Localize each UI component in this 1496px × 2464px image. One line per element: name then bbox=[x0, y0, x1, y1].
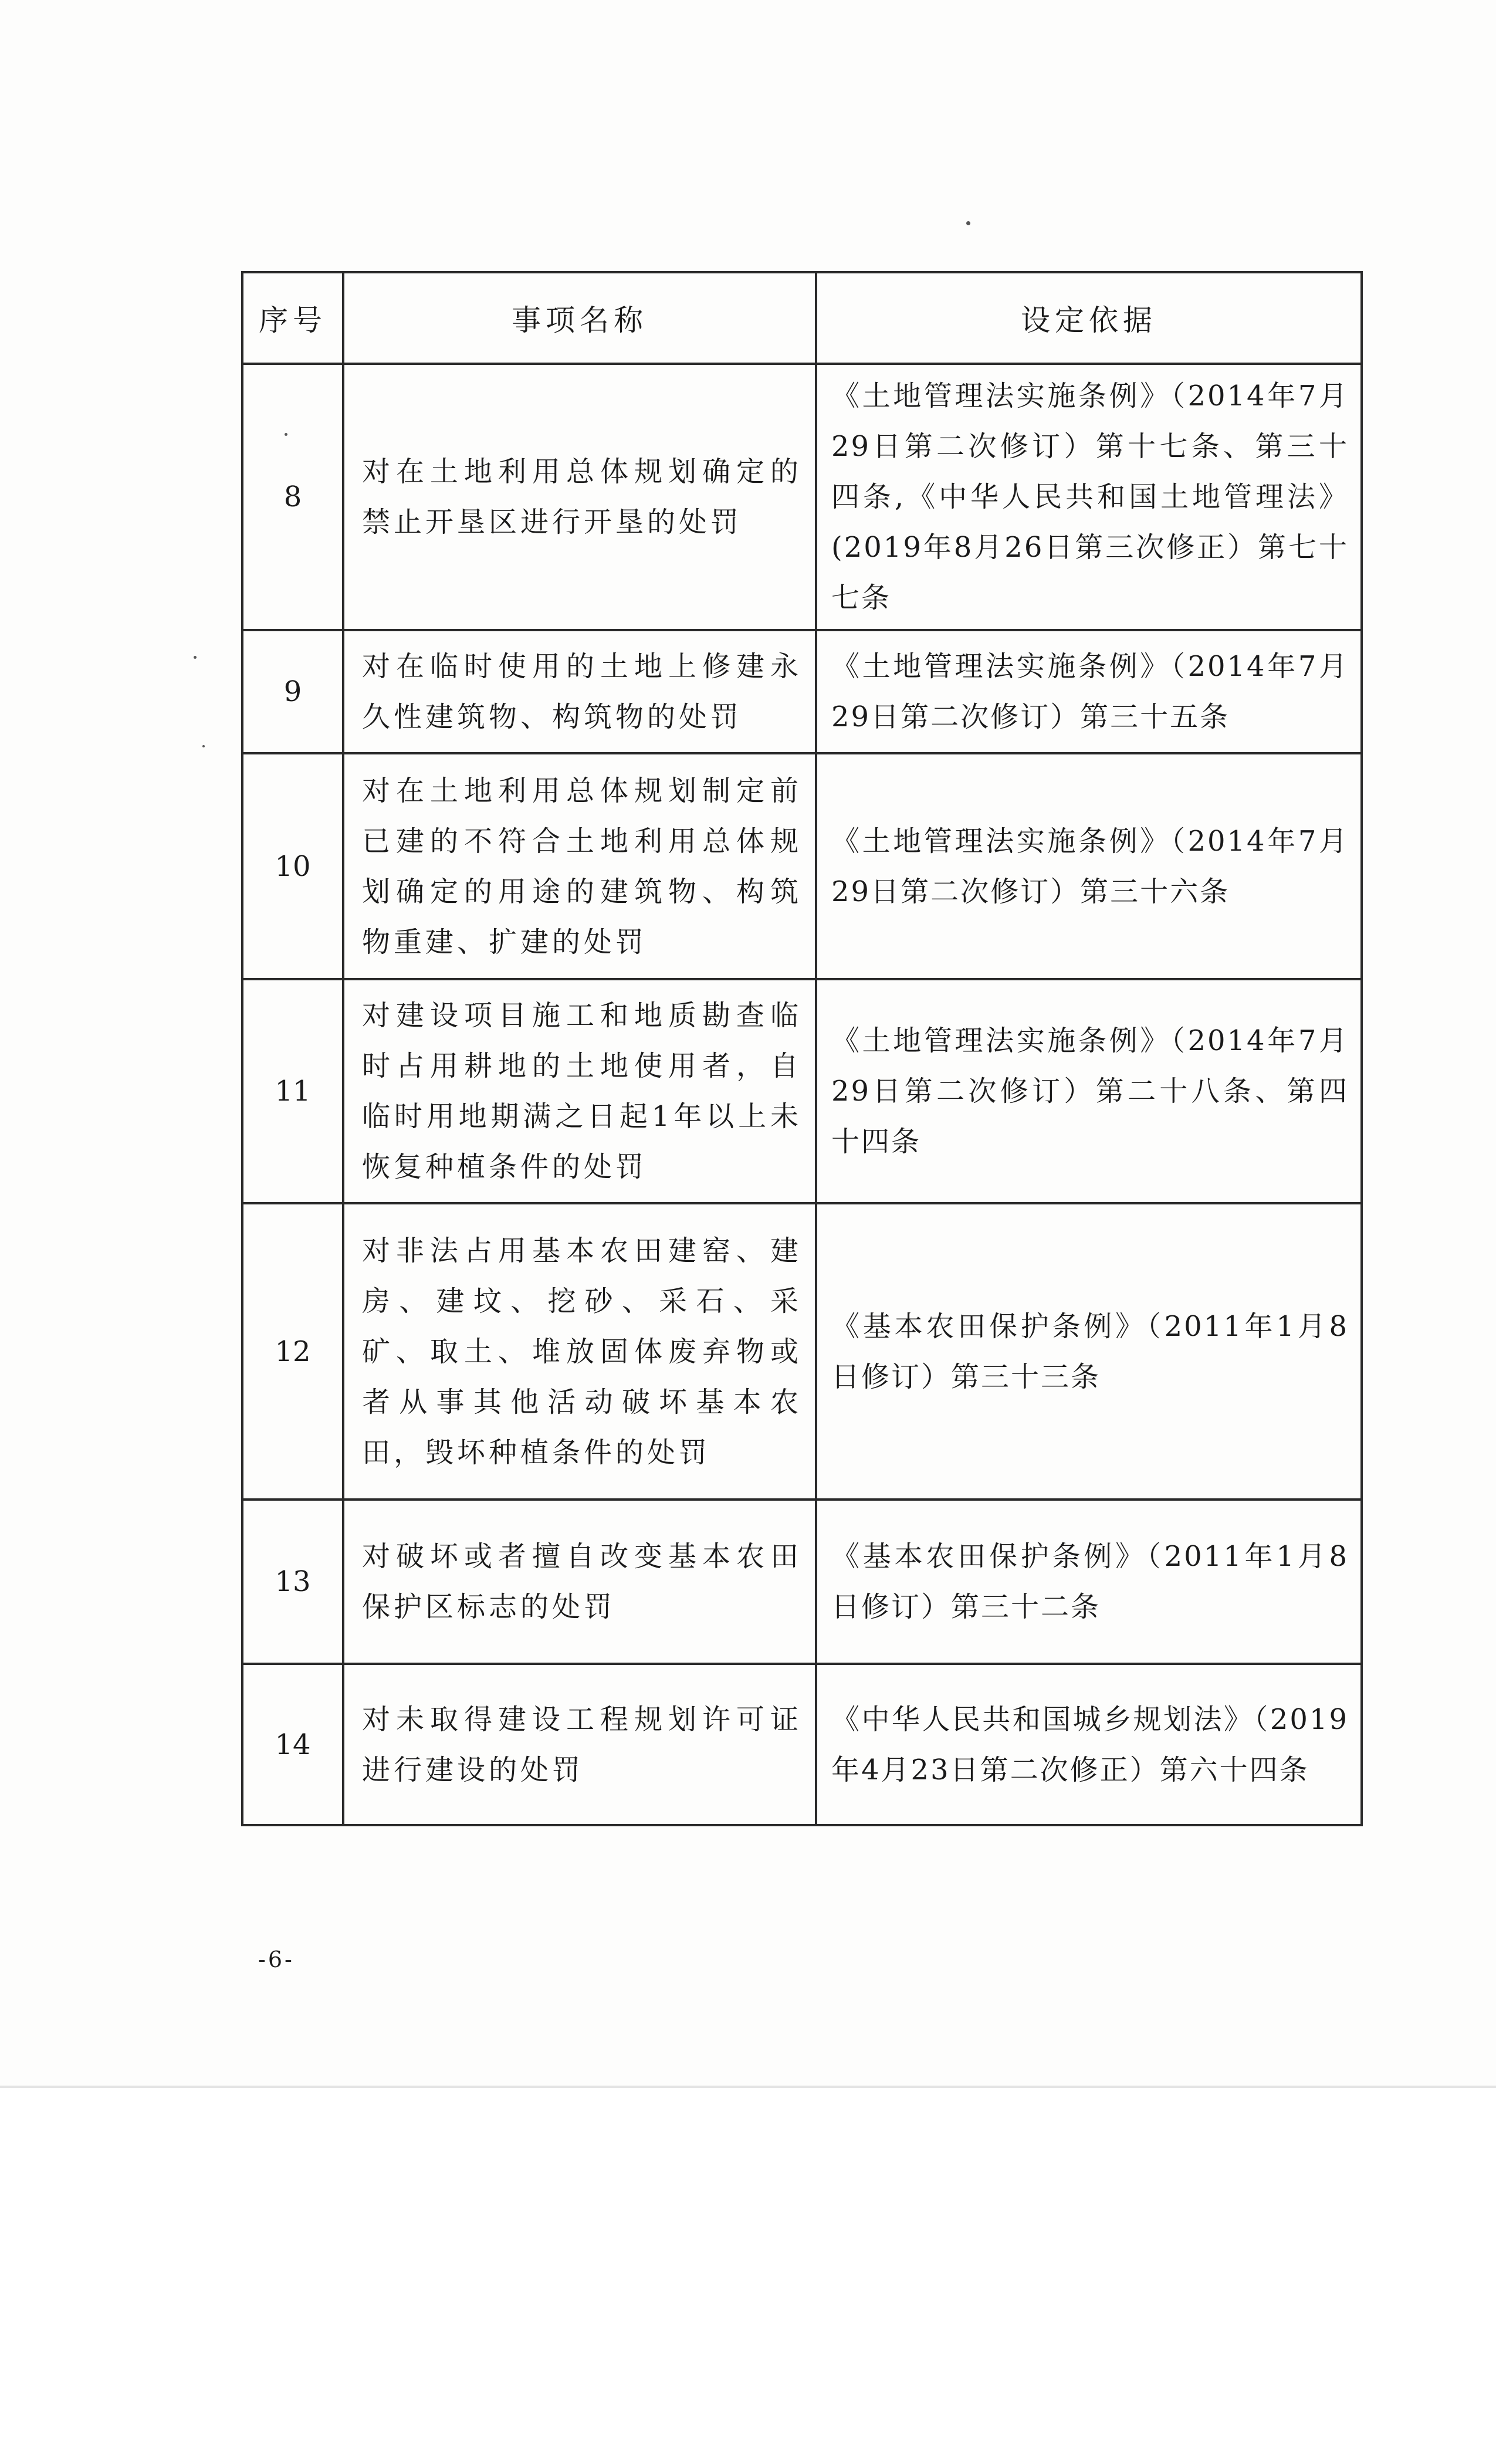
table-row bbox=[242, 979, 1362, 1203]
header-item-name: 事项名称 bbox=[343, 272, 816, 364]
row-seq: 14 bbox=[242, 1664, 343, 1825]
header-legal-basis: 设定依据 bbox=[816, 272, 1362, 364]
scan-speck bbox=[194, 656, 197, 659]
row-item-name: 对建设项目施工和地质勘查临时占用耕地的土地使用者，自临时用地期满之日起1年以上未恢复种植条件的处罚 bbox=[343, 979, 816, 1203]
row-legal-basis: 《基本农田保护条例》（2011年1月8日修订）第三十二条 bbox=[816, 1500, 1362, 1664]
table-row bbox=[242, 630, 1362, 753]
row-seq: 12 bbox=[242, 1203, 343, 1500]
table-row bbox=[242, 364, 1362, 630]
enforcement-items-table bbox=[241, 271, 1363, 1826]
row-item-name: 对在土地利用总体规划制定前已建的不符合土地利用总体规划确定的用途的建筑物、构筑物重建、扩建的处罚 bbox=[343, 753, 816, 979]
row-seq: 9 bbox=[242, 630, 343, 753]
row-seq: 11 bbox=[242, 979, 343, 1203]
page-number: -6- bbox=[258, 1947, 295, 1972]
row-item-name: 对破坏或者擅自改变基本农田保护区标志的处罚 bbox=[343, 1500, 816, 1664]
row-item-name: 对未取得建设工程规划许可证进行建设的处罚 bbox=[343, 1664, 816, 1825]
row-seq: 10 bbox=[242, 753, 343, 979]
row-item-name: 对在临时使用的土地上修建永久性建筑物、构筑物的处罚 bbox=[343, 630, 816, 753]
row-legal-basis: 《土地管理法实施条例》（2014年7月29日第二次修订）第十七条、第三十四条,《中华人民共和国土地管理法》(2019年8月26日第三次修正）第七十七条 bbox=[816, 364, 1362, 630]
scan-speck bbox=[966, 221, 970, 225]
row-legal-basis: 《中华人民共和国城乡规划法》（2019年4月23日第二次修正）第六十四条 bbox=[816, 1664, 1362, 1825]
row-seq: 13 bbox=[242, 1500, 343, 1664]
header-seq: 序号 bbox=[242, 272, 343, 364]
table-row bbox=[242, 753, 1362, 979]
page-edge bbox=[0, 2086, 1496, 2088]
scan-speck bbox=[202, 745, 205, 747]
row-legal-basis: 《土地管理法实施条例》（2014年7月29日第二次修订）第三十六条 bbox=[816, 753, 1362, 979]
table-header-row bbox=[242, 272, 1362, 364]
table-row bbox=[242, 1664, 1362, 1825]
row-legal-basis: 《土地管理法实施条例》（2014年7月29日第二次修订）第二十八条、第四十四条 bbox=[816, 979, 1362, 1203]
row-legal-basis: 《基本农田保护条例》（2011年1月8日修订）第三十三条 bbox=[816, 1203, 1362, 1500]
table-row bbox=[242, 1203, 1362, 1500]
row-item-name: 对在土地利用总体规划确定的禁止开垦区进行开垦的处罚 bbox=[343, 364, 816, 630]
row-legal-basis: 《土地管理法实施条例》（2014年7月29日第二次修订）第三十五条 bbox=[816, 630, 1362, 753]
row-item-name: 对非法占用基本农田建窑、建房、建坟、挖砂、采石、采矿、取土、堆放固体废弃物或者从事其他活动破坏基本农田，毁坏种植条件的处罚 bbox=[343, 1203, 816, 1500]
row-seq: 8 bbox=[242, 364, 343, 630]
table-row bbox=[242, 1500, 1362, 1664]
